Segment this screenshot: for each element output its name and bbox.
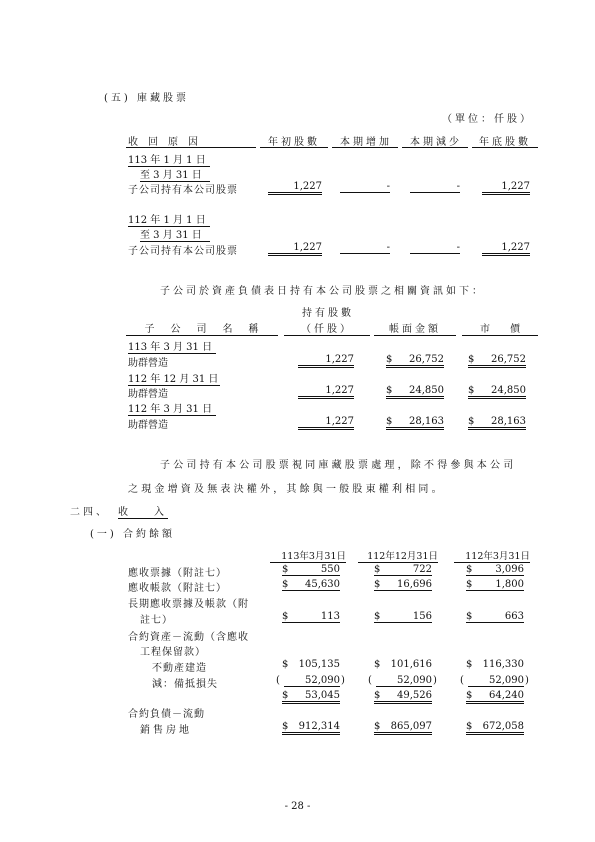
info-date: 112 年 12 月 31 日 [128, 370, 220, 386]
info-market: $ 24,850 [468, 385, 526, 399]
row-label: 銷售房地 [140, 725, 192, 736]
row-label: 子公司持有本公司股票 [128, 246, 238, 257]
value-112q1: 52,090 [468, 675, 524, 687]
decrease-shares: - [410, 181, 460, 193]
decrease-shares: - [410, 242, 460, 254]
header-shares-top: 持有股數 [302, 308, 354, 319]
header-opening: 年初股數 [268, 137, 320, 148]
header-closing: 年底股數 [479, 137, 531, 148]
section-number: 二四、 [70, 507, 109, 518]
paren-open: ( [368, 675, 372, 686]
info-date: 112 年 3 月 31 日 [128, 400, 216, 416]
section-title-revenue: 收 入 [118, 503, 168, 519]
value-112q1: $ 1,800 [466, 579, 524, 590]
header-market-price: 市 價 [480, 324, 520, 335]
row-label: 減：備抵損失 [152, 679, 218, 690]
header-rule [472, 147, 538, 148]
header-rule [260, 147, 328, 148]
value-113q1: $ 45,630 [282, 579, 340, 590]
row-label: 不動產建造 [152, 663, 207, 674]
info-shares: 1,227 [298, 416, 354, 430]
value-112q4: $ 16,696 [374, 579, 432, 590]
closing-shares: 1,227 [482, 242, 530, 256]
header-reason: 收 回 原 因 [128, 137, 198, 148]
unit-label: （單位：仟股） [442, 114, 533, 125]
value-112q1: $ 64,240 [466, 690, 524, 704]
paren-close: ) [341, 675, 345, 686]
period-label: 112 年 1 月 1 日 [128, 211, 210, 227]
sub-heading-contract-balances: (一) 合約餘額 [90, 529, 175, 540]
paren-close: ) [433, 675, 437, 686]
row-label: 合約負債－流動 [128, 709, 205, 720]
value-112q1: $ 3,096 [466, 564, 524, 575]
header-rule [462, 335, 538, 336]
opening-shares: 1,227 [268, 181, 322, 195]
header-rule [402, 147, 468, 148]
value-112q4: $ 722 [374, 564, 432, 575]
value-113q1: 52,090 [284, 675, 340, 687]
info-name: 助群營造 [128, 420, 168, 431]
info-market: $ 28,163 [468, 416, 526, 430]
row-label: 子公司持有本公司股票 [128, 185, 238, 196]
header-rule [284, 335, 370, 336]
header-book-value: 帳面金額 [389, 324, 441, 335]
value-112q4: $ 865,097 [374, 721, 432, 735]
col-header: 112年12月31日 [358, 548, 438, 563]
info-name: 助群營造 [128, 358, 168, 369]
row-label: 合約資產－流動（含應收 [128, 632, 249, 643]
row-label: 應收票據（附註七） [128, 568, 227, 579]
paren-open: ( [460, 675, 464, 686]
value-112q4: $ 101,616 [374, 659, 432, 670]
info-shares: 1,227 [298, 385, 354, 399]
value-112q4: $ 156 [374, 611, 432, 622]
closing-shares: 1,227 [482, 181, 530, 195]
paren-open: ( [276, 675, 280, 686]
header-rule [332, 147, 398, 148]
note-line: 子公司持有本公司股票視同庫藏股票處理，除不得參與本公司 [160, 460, 517, 471]
header-rule [374, 335, 456, 336]
value-112q1: $ 116,330 [466, 659, 524, 670]
note-line: 之現金增資及無表決權外，其餘與一般股東權利相同。 [128, 484, 445, 495]
header-decrease: 本期減少 [410, 137, 462, 148]
info-book: $ 26,752 [386, 354, 444, 368]
opening-shares: 1,227 [268, 242, 322, 256]
info-market: $ 26,752 [468, 354, 526, 368]
col-header: 113年3月31日 [270, 548, 346, 563]
value-113q1: $ 105,135 [282, 659, 340, 670]
info-intro: 子公司於資產負債表日持有本公司股票之相關資訊如下： [160, 286, 485, 297]
value-112q1: $ 663 [466, 611, 524, 622]
page-number: - 28 - [284, 801, 311, 812]
increase-shares: - [340, 242, 390, 254]
info-date: 113 年 3 月 31 日 [128, 338, 216, 354]
row-label: 註七） [140, 615, 173, 626]
value-112q4: $ 49,526 [374, 690, 432, 704]
header-increase: 本期增加 [340, 137, 392, 148]
row-label: 應收帳款（附註七） [128, 583, 227, 594]
increase-shares: - [340, 181, 390, 193]
info-name: 助群營造 [128, 389, 168, 400]
info-book: $ 28,163 [386, 416, 444, 430]
header-shares-bottom: （仟股） [301, 324, 353, 335]
info-shares: 1,227 [298, 354, 354, 368]
value-113q1: $ 550 [282, 564, 340, 575]
value-113q1: $ 113 [282, 611, 340, 622]
info-book: $ 24,850 [386, 385, 444, 399]
value-112q1: $ 672,058 [466, 721, 524, 735]
header-rule [126, 335, 278, 336]
value-112q4: 52,090 [376, 675, 432, 687]
row-label: 長期應收票據及帳款（附 [128, 599, 249, 610]
value-113q1: $ 53,045 [282, 690, 340, 704]
period-label: 至 3 月 31 日 [140, 226, 210, 242]
row-label: 工程保留款） [140, 647, 206, 658]
period-label: 至 3 月 31 日 [140, 166, 210, 182]
header-rule [126, 147, 256, 148]
paren-close: ) [525, 675, 529, 686]
period-label: 113 年 1 月 1 日 [128, 151, 210, 167]
header-subsidiary-name: 子 公 司 名 稱 [144, 324, 262, 335]
col-header: 112年3月31日 [454, 548, 530, 563]
value-113q1: $ 912,314 [282, 721, 340, 735]
section-heading-treasury-stock: (五) 庫藏股票 [104, 93, 189, 104]
